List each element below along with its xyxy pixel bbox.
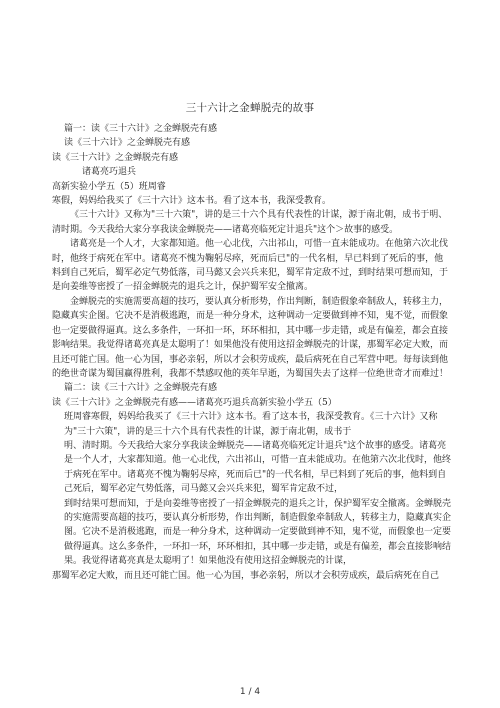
paragraph: 金蝉脱壳的实施需要高超的技巧，要认真分析形势，作出判断，制造假象牵制敌人，转移主力，隐藏真实企图。它决不是消极逃跑，而是一种分身术，这种调动一定要做到神不知，鬼不觉，而假象也一定要做得逼真。这么多条件，一环扣一环，环环相扣，其中哪一步走错，或是有偏差，都会直接影响结果。我觉得诸葛亮真是太聪明了！如果他没有使用这招金蝉脱壳的计谋，那蜀军必定大败，而且还可能亡国。他一心为国，事必亲躬，所以才会积劳成疾，最后病死在自己军营中吧。每每读到他的绝世奇谋为蜀国赢得胜利，我都不禁感叹他的英年早逝，为蜀国失去了这样一位绝世奇才而难过！ [52,296,449,379]
document-title: 三十六计之金蝉脱壳的故事 [185,102,315,114]
paragraph: 明、清时期。今天我给大家分享我读金蝉脱壳——诸葛亮临死定计退兵"这个故事的感受。诸葛亮是一个人才，大家都知道。他一心北伐，六出祁山，可惜一直未能成功。在他第六次北伐时，他终于病死在军中。诸葛亮不愧为鞠躬尽瘁，死而后已"的一代名相，早已料到了死后的事，他料到自己死后，蜀军必定气势低落，司马懿又会兴兵来犯，蜀军肯定敌不过， [64,440,452,495]
subtitle: 诸葛亮巧退兵 [82,167,137,178]
paragraph: 读《三十六计》之金蝉脱壳有感——诸葛亮巧退兵高新实验小学五（5） [52,397,337,408]
document-body [52,122,452,583]
section-heading: 篇一：读《三十六计》之金蝉脱壳有感 [64,124,218,134]
paragraph: 《三十六计》又称为"三十六策"，讲的是三十六个具有代表性的计谋，源于南北朝，成书于明、清时期。今天我给大家分享我读金蝉脱壳——诸葛亮临死定计退兵"这个＞故事的感受。 [52,210,448,235]
subheading: 读《三十六计》之金蝉脱壳有感 [52,152,179,163]
paragraph: 诸葛亮是一个人才，大家都知道。他一心北伐，六出祁山，可惜一直未能成功。在他第六次北伐时，他终于病死在军中。诸葛亮不愧为鞠躬尽瘁，死而后已"的一代名相，早已料到了死后的事，他料到自己死后，蜀军必定气势低落，司马懿又会兴兵来犯，蜀军肯定敌不过，到时结果可想而知，于是向姜维等密授了一招金蝉脱壳的退兵之计，保护蜀军安全撤离。 [52,239,449,293]
section-heading: 篇二：读《三十六计》之金蝉脱壳有感 [64,383,218,394]
paragraph: 班周睿寒假，妈妈给我买了《三十六计》这本书。看了这本书，我深受教育。《三十六计》又称为"三十六策"，讲的是三十六个具有代表性的计谋，源于南北朝，成书于 [64,412,438,437]
page-number: 1 / 4 [239,687,261,697]
paragraph: 寒假，妈妈给我买了《三十六计》这本书。看了这本书，我深受教育。 [52,196,332,207]
paragraph: 那蜀军必定大败，而且还可能亡国。他一心为国，事必亲躬，所以才会积劳成疾，最后病死在自己 [52,570,440,581]
author-line: 高新实验小学五（5）班周睿 [52,181,166,192]
paragraph: 到时结果可想而知，于是向姜维等密授了一招金蝉脱壳的退兵之计，保护蜀军安全撤离。金蝉脱壳的实施需要高超的技巧，要认真分析形势，作出判断，制造假象牵制敌人，转移主力，隐藏真实企图。它决不是消极逃跑，而是一种分身术，这种调动一定要做到神不知，鬼不觉，而假象也一定要做得逼真。这么多条件，一环扣一环，环环相扣，其中哪一步走错，或是有偏差，都会直接影响结果。我觉得诸葛亮真是太聪明了！如果他没有使用这招金蝉脱壳的计谋， [64,498,452,567]
subheading: 读《三十六计》之金蝉脱壳有感 [64,138,191,149]
